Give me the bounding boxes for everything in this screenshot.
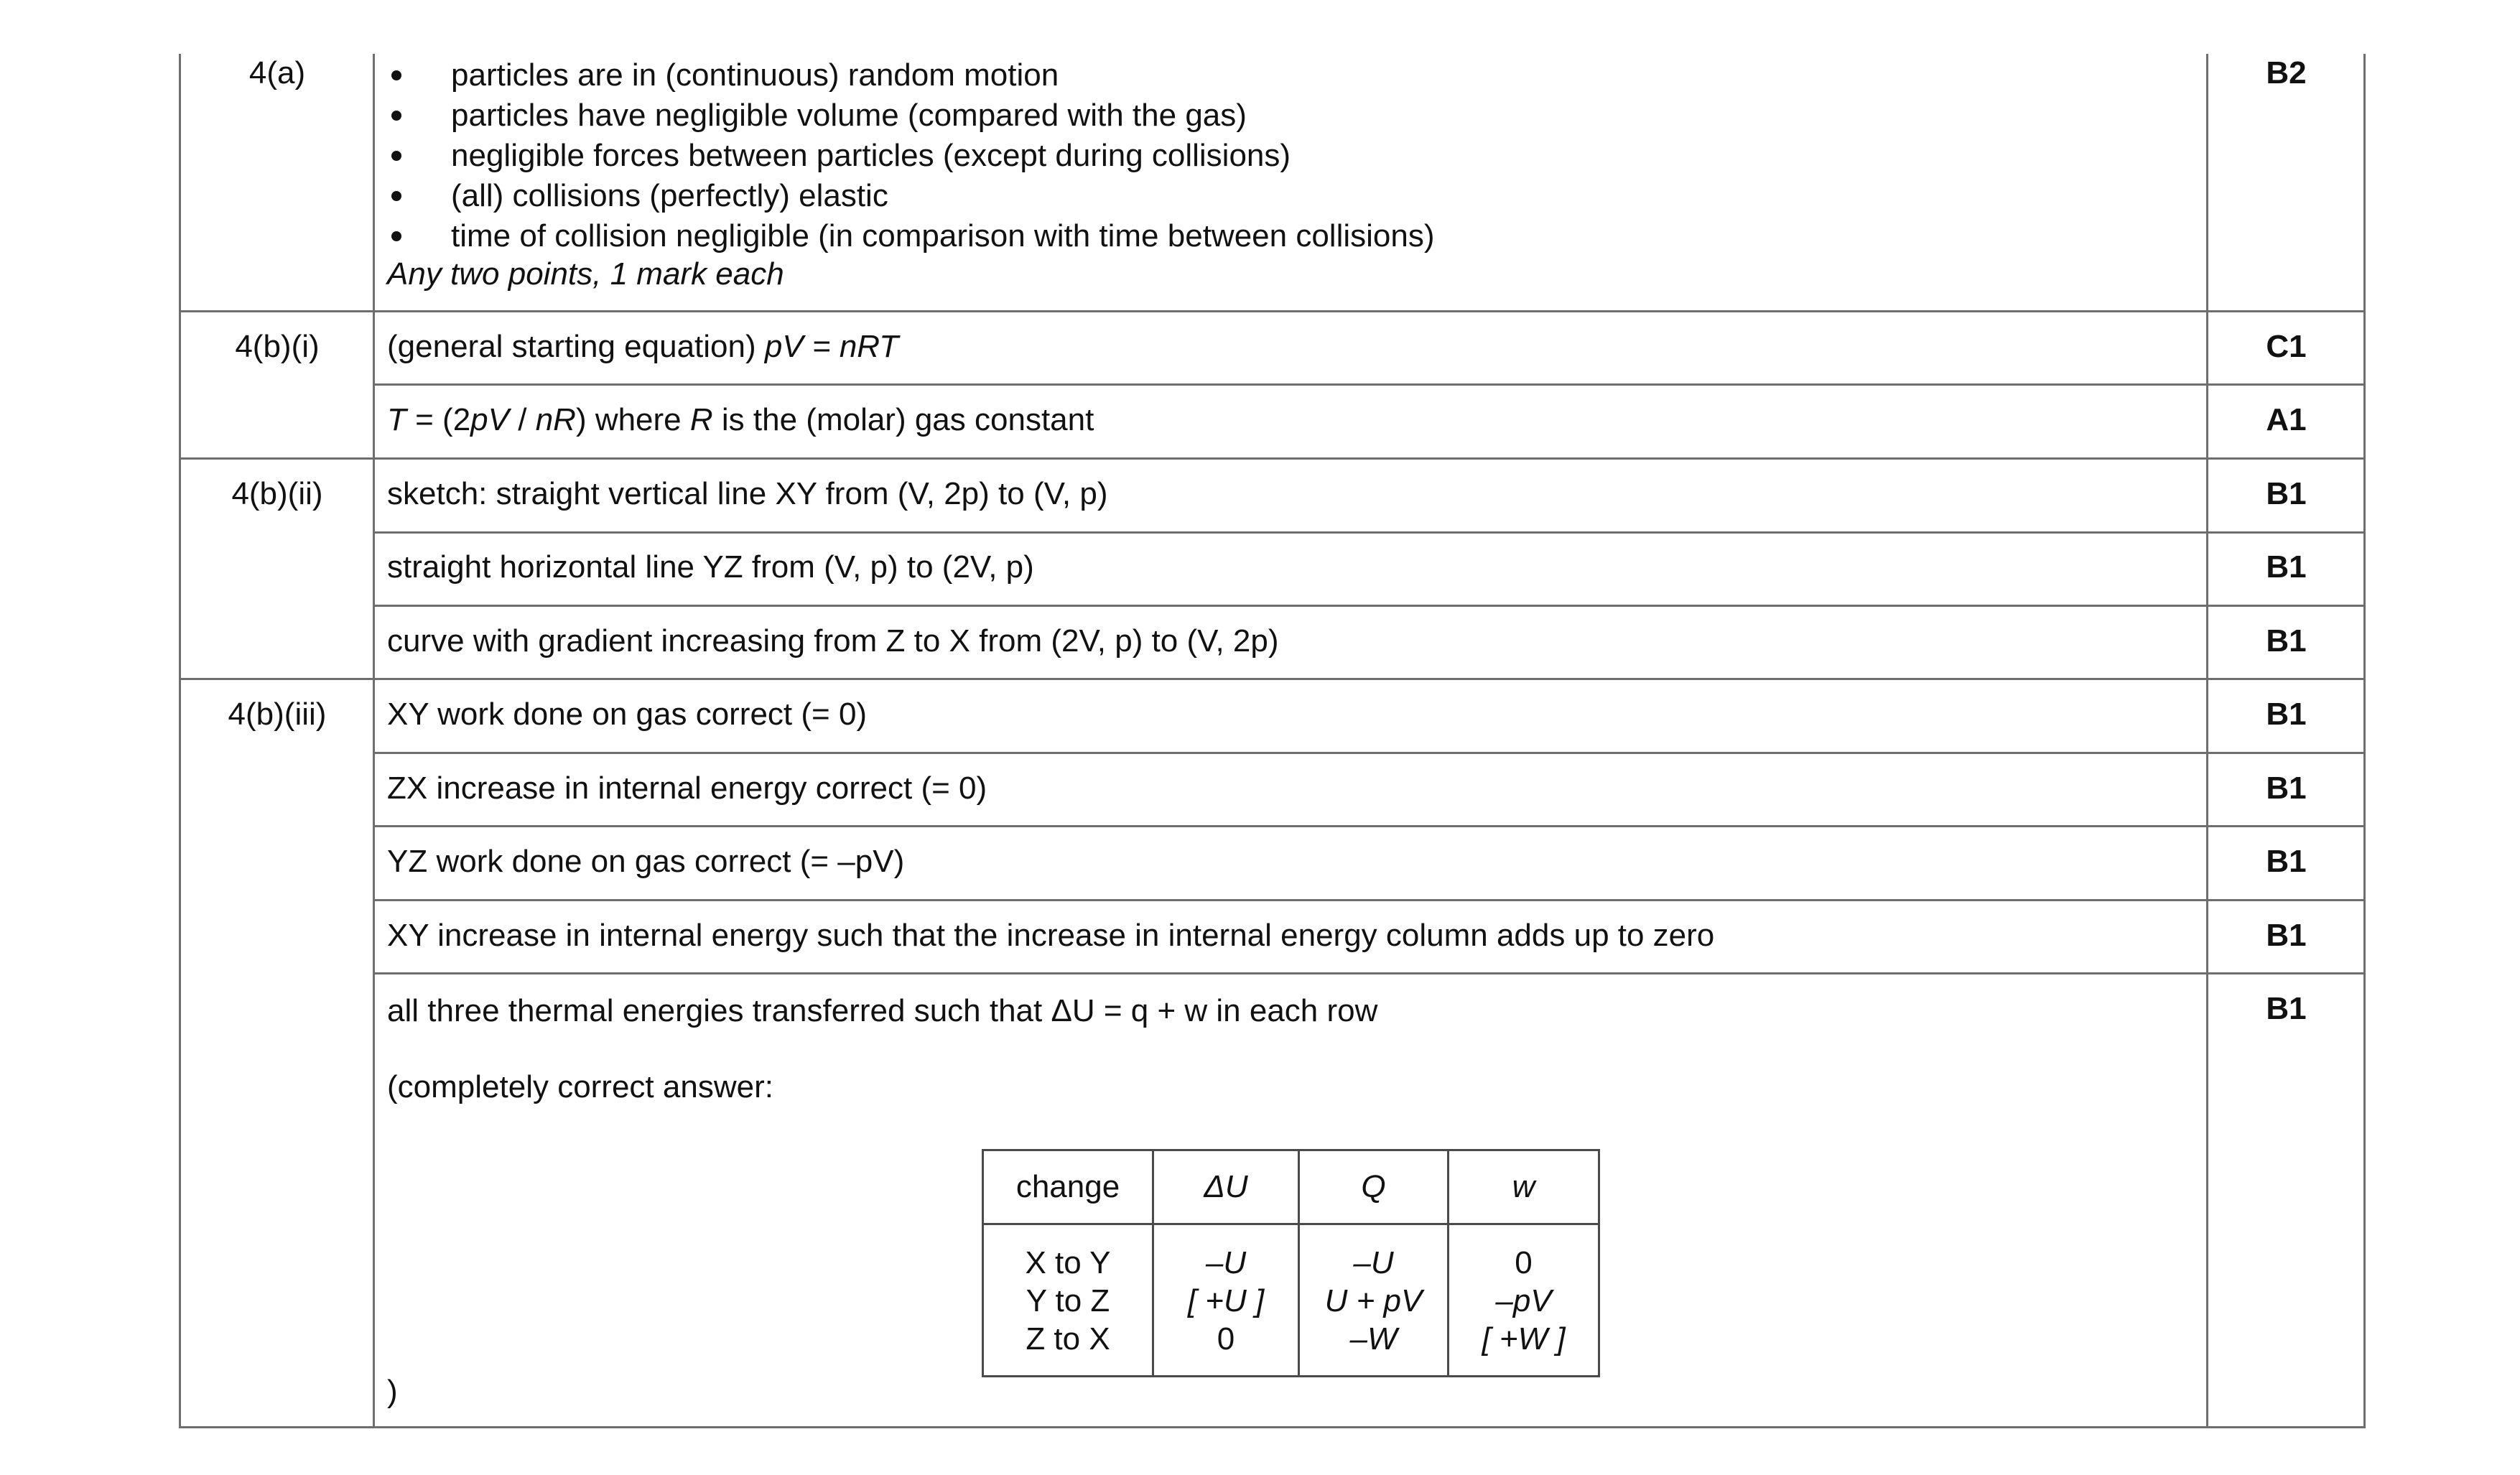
marking-point: all three thermal energies transferred such that ΔU = q + w in each row (387, 993, 1378, 1028)
table-bottom-border (180, 1426, 2365, 1428)
marking-point: particles are in (continuous) random motion (451, 57, 1059, 93)
column-divider-question (373, 54, 375, 1428)
answer-table-cell: –pV (1495, 1283, 1552, 1318)
question-number: 4(b)(iii) (228, 697, 327, 732)
answer-table-cell: –U (1353, 1245, 1394, 1280)
marking-point (387, 327, 898, 367)
row-divider (374, 531, 2365, 534)
row-divider (374, 383, 2365, 386)
answer-table-cell: Z to X (1026, 1321, 1110, 1357)
row-divider (374, 972, 2365, 974)
answer-intro: (completely correct answer: (387, 1069, 773, 1104)
marking-point: XY increase in internal energy such that the increase in internal energy column adds up to zero (387, 918, 1715, 953)
marking-point: XY work done on gas correct (= 0) (387, 697, 868, 732)
answer-table-cell: U + pV (1324, 1283, 1423, 1318)
answer-table-header: change (1015, 1169, 1120, 1204)
row-divider (374, 605, 2365, 607)
marking-point: YZ work done on gas correct (= –pV) (387, 844, 905, 879)
mark-allocation: C1 (2266, 329, 2307, 364)
answer-table-border (1598, 1149, 1600, 1377)
answer-table-header: ΔU (1204, 1169, 1248, 1204)
answer-table-border (982, 1223, 1600, 1225)
bullet-icon (389, 188, 404, 204)
marking-point-prefix: (general starting equation) (387, 329, 765, 364)
question-number: 4(b)(i) (235, 329, 320, 364)
marking-point: ZX increase in internal energy correct (= 0) (387, 771, 987, 806)
mark-allocation: B1 (2266, 476, 2307, 511)
marking-point: sketch: straight vertical line XY from (V, 2p) to (V, p) (387, 476, 1108, 511)
mark-allocation: B1 (2266, 771, 2307, 806)
row-divider (374, 752, 2365, 754)
question-number: 4(a) (248, 55, 306, 90)
mark-allocation: B1 (2266, 623, 2307, 659)
answer-table-cell: [ +U ] (1187, 1283, 1265, 1318)
bullet-icon (389, 148, 404, 164)
answer-table-header: Q (1361, 1169, 1386, 1204)
row-divider (180, 457, 2365, 460)
row-divider (374, 825, 2365, 827)
marking-point: (all) collisions (perfectly) elastic (451, 178, 888, 213)
answer-close: ) (387, 1374, 398, 1409)
answer-table-cell: 0 (1217, 1321, 1235, 1357)
row-divider (180, 310, 2365, 312)
answer-table-cell: [ +W ] (1482, 1321, 1566, 1357)
marking-point: negligible forces between particles (except during collisions) (451, 138, 1291, 173)
mark-allocation: B1 (2266, 844, 2307, 879)
answer-table-border (982, 1149, 1600, 1151)
answer-table (982, 1149, 1600, 1377)
answer-table-cell: Y to Z (1026, 1283, 1110, 1318)
marking-point: particles have negligible volume (compared with the gas) (451, 98, 1247, 133)
question-number: 4(b)(ii) (231, 476, 323, 511)
marking-point: time of collision negligible (in comparison with time between collisions) (451, 218, 1435, 253)
marking-point: T = (2pV / nR) where R is the (molar) gas constant (387, 402, 1094, 437)
answer-table-cell: 0 (1515, 1245, 1533, 1280)
bullet-icon (389, 108, 404, 124)
mark-allocation: B1 (2266, 697, 2307, 732)
answer-table-cell: X to Y (1025, 1245, 1111, 1280)
mark-allocation: B1 (2266, 549, 2307, 585)
column-divider-marks (2206, 54, 2208, 1428)
mark-allocation: B1 (2266, 991, 2307, 1026)
answer-table-cell: –U (1205, 1245, 1247, 1280)
answer-table-header: w (1512, 1169, 1535, 1204)
mark-allocation: A1 (2266, 402, 2307, 437)
answer-table-border (982, 1375, 1600, 1377)
row-divider (374, 899, 2365, 901)
table-left-border (179, 54, 181, 1428)
bullet-icon (389, 228, 404, 244)
table-right-border (2363, 54, 2366, 1428)
answer-table-cell: –W (1349, 1321, 1398, 1357)
marking-point: curve with gradient increasing from Z to X from (2V, p) to (V, 2p) (387, 623, 1279, 659)
ideal-gas-equation: pV = nRT (764, 329, 899, 364)
marking-point: straight horizontal line YZ from (V, p) to (2V, p) (387, 549, 1034, 585)
mark-allocation: B2 (2266, 55, 2307, 90)
row-divider (180, 678, 2365, 680)
mark-allocation: B1 (2266, 918, 2307, 953)
marking-guidance-note: Any two points, 1 mark each (387, 256, 784, 292)
bullet-icon (389, 68, 404, 83)
